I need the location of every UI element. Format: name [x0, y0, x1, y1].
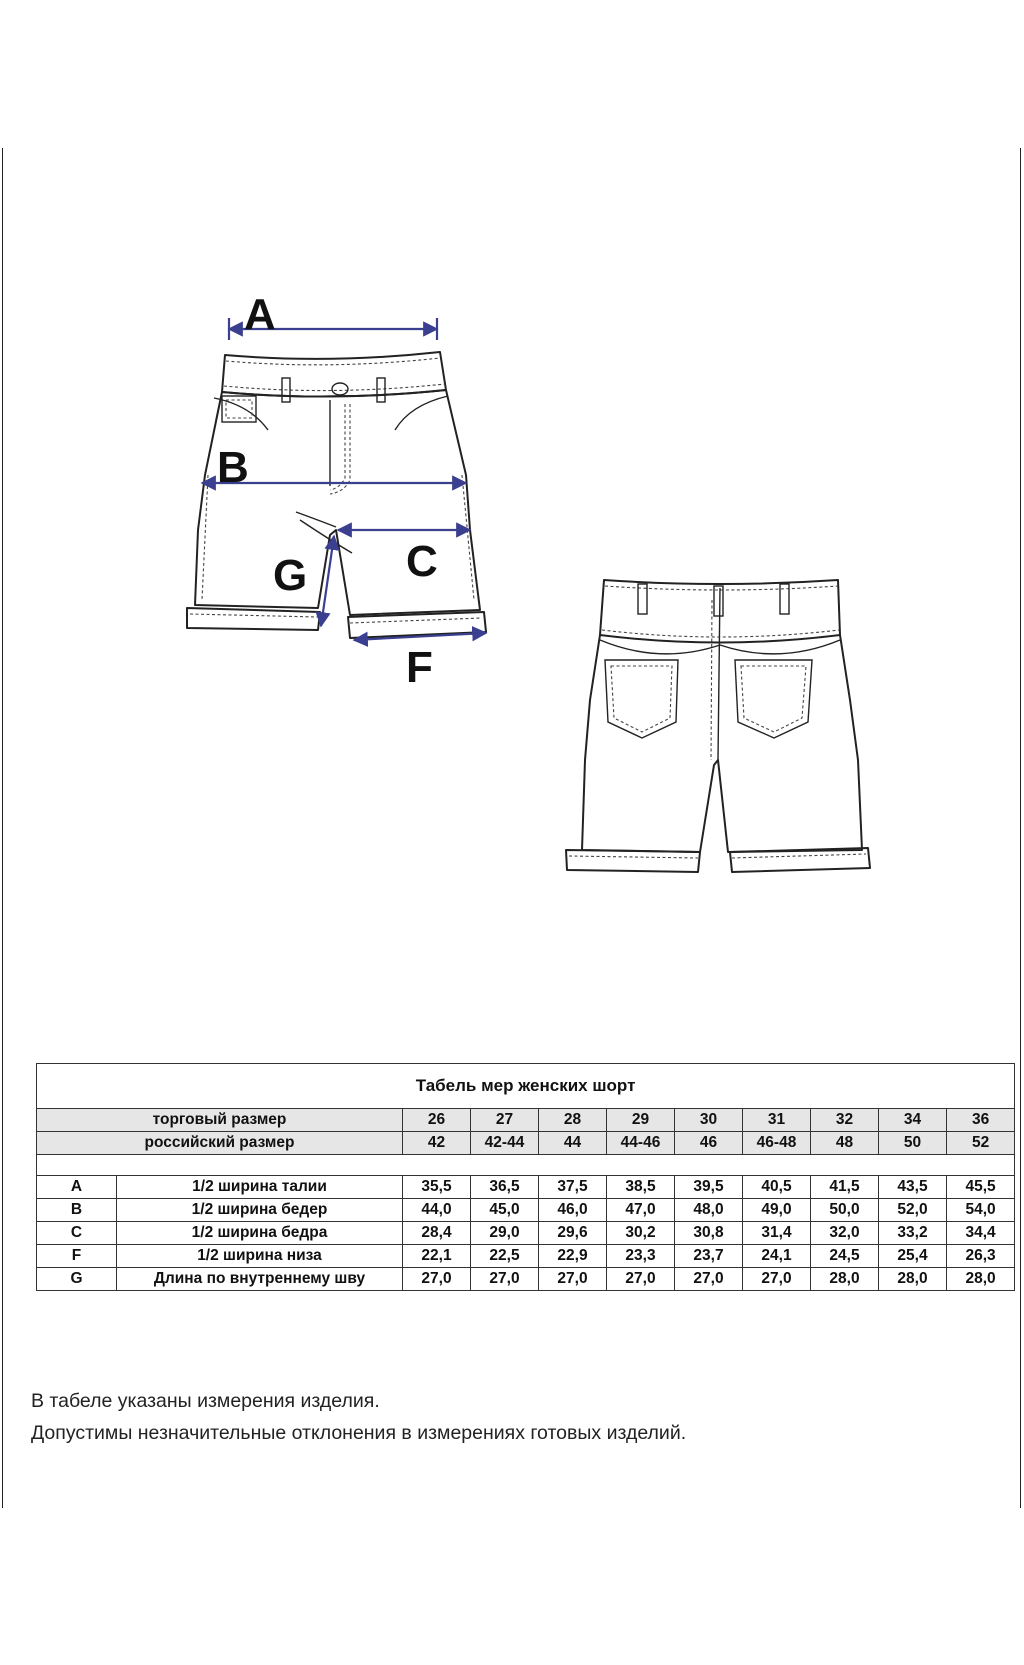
table-cell: 29,6 [539, 1222, 607, 1245]
measure-code: G [37, 1268, 117, 1291]
ru-size-row [37, 1132, 1015, 1155]
note-line: Допустимы незначительные отклонения в измерениях готовых изделий. [31, 1422, 687, 1444]
measure-name: Длина по внутреннему шву [117, 1268, 403, 1291]
label-g: G [273, 551, 308, 600]
table-cell: 25,4 [879, 1245, 947, 1268]
table-cell: 22,5 [471, 1245, 539, 1268]
ru-size-label: российский размер [37, 1132, 403, 1155]
table-cell: 31,4 [743, 1222, 811, 1245]
table-title-row [37, 1064, 1015, 1109]
table-cell: 44,0 [403, 1199, 471, 1222]
button-icon [332, 383, 348, 395]
label-c: C [406, 537, 438, 586]
table-cell: 46-48 [743, 1132, 811, 1155]
table-cell: 33,2 [879, 1222, 947, 1245]
table-title: Табель мер женских шорт [37, 1064, 1015, 1109]
measure-name: 1/2 ширина бедер [117, 1199, 403, 1222]
table-cell: 52 [947, 1132, 1015, 1155]
table-cell: 26,3 [947, 1245, 1015, 1268]
table-cell: 27,0 [675, 1268, 743, 1291]
spacer-row [37, 1155, 1015, 1176]
trade-size-row [37, 1109, 1015, 1132]
table-cell: 31 [743, 1109, 811, 1132]
table-row [37, 1245, 1015, 1268]
table-cell: 30,8 [675, 1222, 743, 1245]
label-b: B [217, 443, 249, 492]
table-row [37, 1222, 1015, 1245]
label-f: F [406, 643, 433, 692]
table-cell: 30 [675, 1109, 743, 1132]
table-cell: 32,0 [811, 1222, 879, 1245]
table-cell: 34 [879, 1109, 947, 1132]
measure-name: 1/2 ширина бедра [117, 1222, 403, 1245]
note-line: В табеле указаны измерения изделия. [31, 1390, 380, 1412]
label-a: A [244, 290, 276, 339]
table-cell: 48,0 [675, 1199, 743, 1222]
table-cell: 39,5 [675, 1176, 743, 1199]
table-cell: 41,5 [811, 1176, 879, 1199]
table-cell: 27 [471, 1109, 539, 1132]
measure-name: 1/2 ширина низа [117, 1245, 403, 1268]
table-cell: 32 [811, 1109, 879, 1132]
table-cell: 48 [811, 1132, 879, 1155]
table-cell: 45,0 [471, 1199, 539, 1222]
table-cell: 27,0 [743, 1268, 811, 1291]
table-cell: 54,0 [947, 1199, 1015, 1222]
table-cell: 27,0 [539, 1268, 607, 1291]
table-cell: 23,3 [607, 1245, 675, 1268]
table-cell: 37,5 [539, 1176, 607, 1199]
notes-block [31, 1385, 686, 1449]
table-cell: 42 [403, 1132, 471, 1155]
table-cell: 28,4 [403, 1222, 471, 1245]
measure-name: 1/2 ширина талии [117, 1176, 403, 1199]
table-row [37, 1176, 1015, 1199]
table-cell: 22,9 [539, 1245, 607, 1268]
table-cell: 30,2 [607, 1222, 675, 1245]
table-cell: 28,0 [879, 1268, 947, 1291]
table-cell: 40,5 [743, 1176, 811, 1199]
table-cell: 24,5 [811, 1245, 879, 1268]
table-cell: 43,5 [879, 1176, 947, 1199]
shorts-front-view [187, 352, 486, 638]
measure-code: F [37, 1245, 117, 1268]
table-cell: 50 [879, 1132, 947, 1155]
table-cell: 49,0 [743, 1199, 811, 1222]
table-cell: 38,5 [607, 1176, 675, 1199]
table-cell: 23,7 [675, 1245, 743, 1268]
table-cell: 50,0 [811, 1199, 879, 1222]
table-row [37, 1199, 1015, 1222]
measure-code: A [37, 1176, 117, 1199]
table-cell: 29 [607, 1109, 675, 1132]
table-cell: 24,1 [743, 1245, 811, 1268]
table-cell: 45,5 [947, 1176, 1015, 1199]
table-cell: 28 [539, 1109, 607, 1132]
measure-code: C [37, 1222, 117, 1245]
size-table [36, 1063, 1015, 1291]
table-cell: 46 [675, 1132, 743, 1155]
table-row [37, 1268, 1015, 1291]
table-cell: 42-44 [471, 1132, 539, 1155]
table-cell: 27,0 [403, 1268, 471, 1291]
table-cell: 44 [539, 1132, 607, 1155]
measure-code: B [37, 1199, 117, 1222]
shorts-back-view [566, 580, 870, 872]
table-cell: 26 [403, 1109, 471, 1132]
table-cell: 46,0 [539, 1199, 607, 1222]
table-cell: 36 [947, 1109, 1015, 1132]
table-cell: 36,5 [471, 1176, 539, 1199]
table-cell: 27,0 [607, 1268, 675, 1291]
table-cell: 22,1 [403, 1245, 471, 1268]
table-cell: 28,0 [947, 1268, 1015, 1291]
table-cell: 34,4 [947, 1222, 1015, 1245]
table-cell: 27,0 [471, 1268, 539, 1291]
table-cell: 28,0 [811, 1268, 879, 1291]
table-cell: 47,0 [607, 1199, 675, 1222]
table-cell: 52,0 [879, 1199, 947, 1222]
table-cell: 29,0 [471, 1222, 539, 1245]
table-cell: 44-46 [607, 1132, 675, 1155]
trade-size-label: торговый размер [37, 1109, 403, 1132]
table-cell: 35,5 [403, 1176, 471, 1199]
